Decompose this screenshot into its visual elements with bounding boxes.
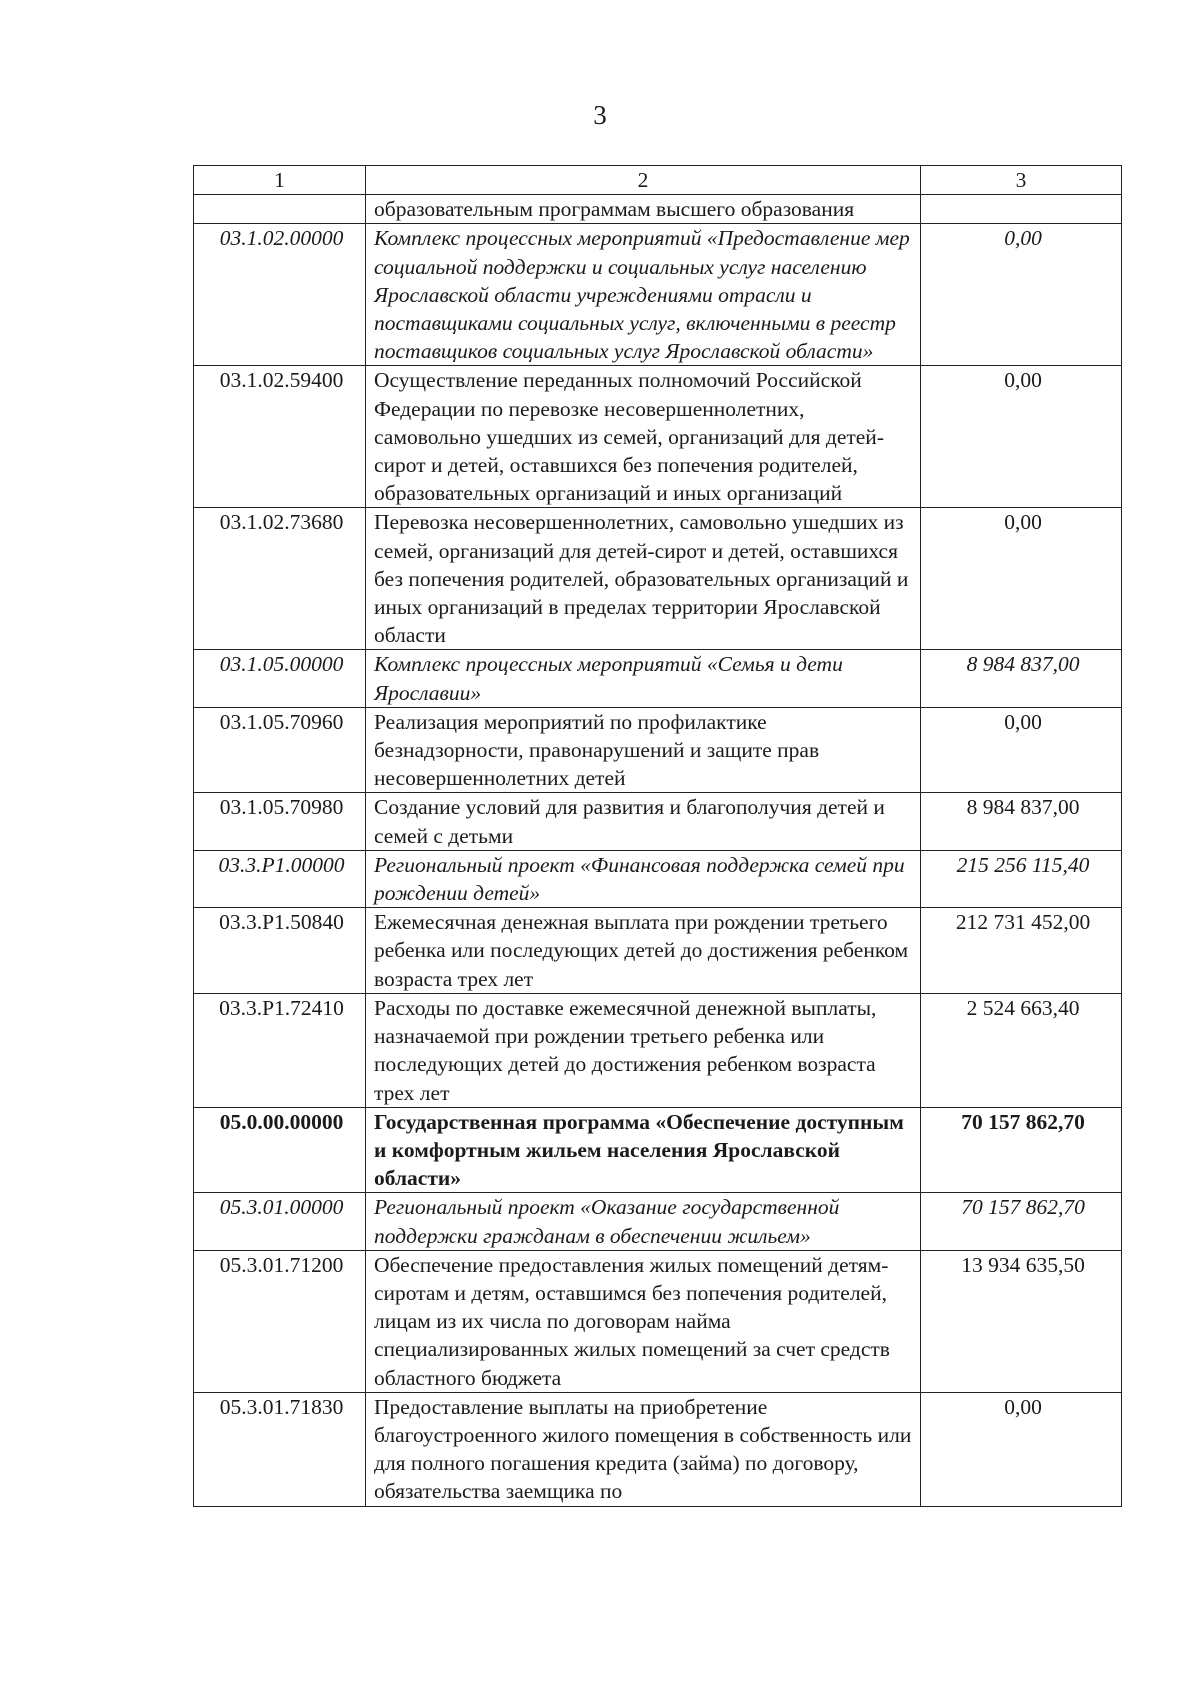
row-code-cell: 05.0.00.00000 <box>194 1107 366 1193</box>
row-name-cell: Ежемесячная денежная выплата при рождении третьего ребенка или последующих детей до достижения ребенком возраста трех лет <box>366 908 921 994</box>
table-header <box>194 166 1122 195</box>
row-amount-cell <box>921 195 1122 224</box>
table-row <box>194 224 1122 366</box>
row-amount-cell: 70 157 862,70 <box>921 1107 1122 1193</box>
row-code-cell: 03.1.02.00000 <box>194 224 366 366</box>
table-row <box>194 793 1122 850</box>
row-name-cell: Региональный проект «Финансовая поддержка семей при рождении детей» <box>366 850 921 907</box>
row-code-cell: 03.1.05.00000 <box>194 650 366 707</box>
column-header-code: 1 <box>194 166 366 195</box>
row-code-cell: 03.1.02.73680 <box>194 508 366 650</box>
row-name-cell: образовательным программам высшего образования <box>366 195 921 224</box>
column-header-name: 2 <box>366 166 921 195</box>
row-amount-cell: 212 731 452,00 <box>921 908 1122 994</box>
row-amount-cell: 0,00 <box>921 1392 1122 1506</box>
table-row <box>194 908 1122 994</box>
table-body <box>194 195 1122 1506</box>
row-amount-cell: 0,00 <box>921 508 1122 650</box>
table-row <box>194 850 1122 907</box>
table-row <box>194 650 1122 707</box>
row-name-cell: Перевозка несовершеннолетних, самовольно ушедших из семей, организаций для детей-сирот и детей, оставшихся без попечения родителей, образовательных организаций и иных организаций в пределах территории Ярославской области <box>366 508 921 650</box>
table-row <box>194 508 1122 650</box>
row-amount-cell: 0,00 <box>921 366 1122 508</box>
row-name-cell: Предоставление выплаты на приобретение благоустроенного жилого помещения в собственность или для полного погашения кредита (займа) по договору, обязательства заемщика по <box>366 1392 921 1506</box>
row-amount-cell: 70 157 862,70 <box>921 1193 1122 1250</box>
row-amount-cell: 13 934 635,50 <box>921 1250 1122 1392</box>
row-amount-cell: 0,00 <box>921 224 1122 366</box>
row-code-cell <box>194 195 366 224</box>
row-amount-cell: 2 524 663,40 <box>921 993 1122 1107</box>
row-name-cell: Осуществление переданных полномочий Российской Федерации по перевозке несовершеннолетних, самовольно ушедших из семей, организаций для детей-сирот и детей, оставшихся без попечения родителей, образовательных организаций и иных организаций <box>366 366 921 508</box>
table-row <box>194 1250 1122 1392</box>
row-amount-cell: 8 984 837,00 <box>921 650 1122 707</box>
row-code-cell: 05.3.01.71200 <box>194 1250 366 1392</box>
table-row <box>194 1107 1122 1193</box>
row-code-cell: 05.3.01.00000 <box>194 1193 366 1250</box>
row-code-cell: 03.3.P1.00000 <box>194 850 366 907</box>
table-row <box>194 993 1122 1107</box>
table-row <box>194 195 1122 224</box>
row-code-cell: 03.3.P1.72410 <box>194 993 366 1107</box>
row-name-cell: Расходы по доставке ежемесячной денежной выплаты, назначаемой при рождении третьего ребенка или последующих детей до достижения ребенком возраста трех лет <box>366 993 921 1107</box>
row-code-cell: 03.1.05.70980 <box>194 793 366 850</box>
budget-table <box>193 165 1122 1507</box>
row-code-cell: 03.1.02.59400 <box>194 366 366 508</box>
row-amount-cell: 215 256 115,40 <box>921 850 1122 907</box>
header-row <box>194 166 1122 195</box>
row-name-cell: Обеспечение предоставления жилых помещений детям-сиротам и детям, оставшимся без попечения родителей, лицам из их числа по договорам найма специализированных жилых помещений за счет средств областного бюджета <box>366 1250 921 1392</box>
page-number: 3 <box>593 100 607 130</box>
row-name-cell: Региональный проект «Оказание государственной поддержки гражданам в обеспечении жильем» <box>366 1193 921 1250</box>
column-header-amount: 3 <box>921 166 1122 195</box>
row-amount-cell: 8 984 837,00 <box>921 793 1122 850</box>
row-amount-cell: 0,00 <box>921 707 1122 793</box>
row-name-cell: Реализация мероприятий по профилактике безнадзорности, правонарушений и защите прав несовершеннолетних детей <box>366 707 921 793</box>
row-name-cell: Создание условий для развития и благополучия детей и семей с детьми <box>366 793 921 850</box>
table-row <box>194 1392 1122 1506</box>
row-name-cell: Государственная программа «Обеспечение доступным и комфортным жильем населения Ярославской области» <box>366 1107 921 1193</box>
table-row <box>194 707 1122 793</box>
row-code-cell: 03.1.05.70960 <box>194 707 366 793</box>
row-name-cell: Комплекс процессных мероприятий «Предоставление мер социальной поддержки и социальных услуг населению Ярославской области учреждениями отрасли и поставщиками социальных услуг, включенными в реестр поставщиков социальных услуг Ярославской области» <box>366 224 921 366</box>
table-row <box>194 1193 1122 1250</box>
row-code-cell: 03.3.P1.50840 <box>194 908 366 994</box>
row-name-cell: Комплекс процессных мероприятий «Семья и дети Ярославии» <box>366 650 921 707</box>
table-row <box>194 366 1122 508</box>
row-code-cell: 05.3.01.71830 <box>194 1392 366 1506</box>
